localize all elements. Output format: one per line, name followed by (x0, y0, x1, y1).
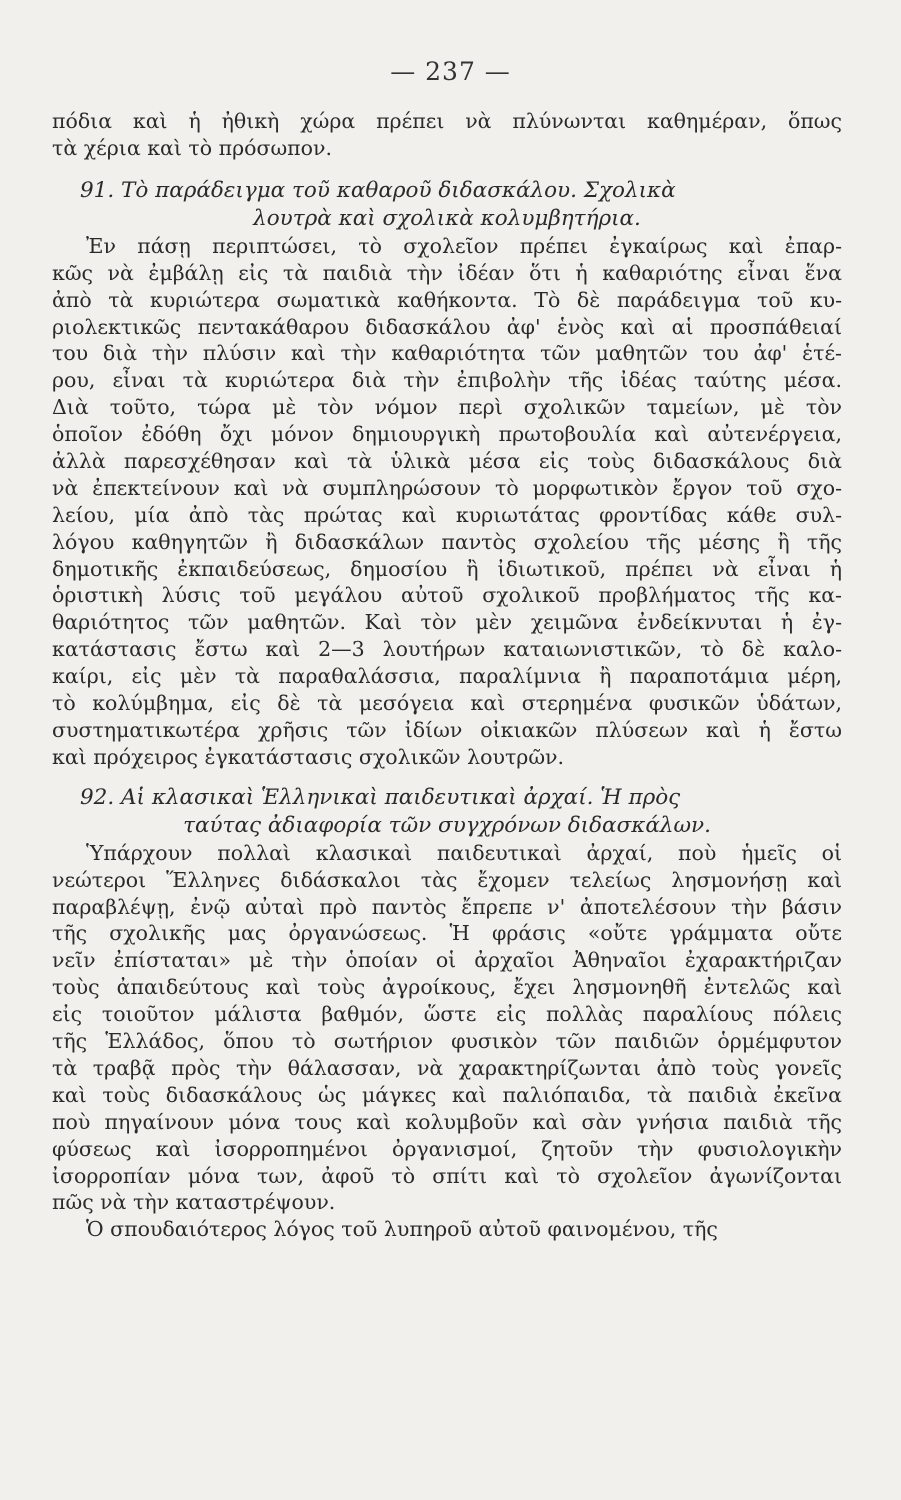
section-91-heading-line-1: 91. Τὸ παράδειγμα τοῦ καθαροῦ διδασκάλου. Σχολικὰ (80, 177, 676, 203)
page-body (52, 110, 842, 1245)
text-line: κατάστασις ἔστω καὶ 2—3 λουτήρων καταιωνιστικῶν, τὸ δὲ καλο- (52, 637, 842, 662)
page-number: — 237 — (390, 57, 511, 86)
text-line: κῶς νὰ ἐμβάλῃ εἰς τὰ παιδιὰ τὴν ἰδέαν ὅτι ἡ καθαριότης εἶναι ἕνα (52, 260, 842, 285)
text-line: καὶ πρόχειρος ἐγκατάστασις σχολικῶν λουτρῶν. (52, 744, 565, 769)
text-line: πῶς νὰ τὴν καταστρέψουν. (52, 1190, 336, 1215)
text-line: νεώτεροι Ἕλληνες διδάσκαλοι τὰς ἔχομεν τελείως λησμονήσῃ καὶ (52, 867, 842, 892)
text-line: τῆς Ἑλλάδος, ὅπου τὸ σωτήριον φυσικὸν τῶν παιδιῶν ὁρμέμφυτον (52, 1029, 842, 1054)
text-line: του διὰ τὴν πλύσιν καὶ τὴν καθαριότητα τῶν μαθητῶν του ἀφ' ἑτέ- (52, 341, 842, 366)
text-line: τὸ κολύμβημα, εἰς δὲ τὰ μεσόγεια καὶ στερημένα φυσικῶν ὑδάτων, (52, 691, 842, 716)
text-line: ποὺ πηγαίνουν μόνα τους καὶ κολυμβοῦν καὶ σὰν γνήσια παιδιὰ τῆς (52, 1109, 842, 1134)
section-92-body (52, 842, 842, 1240)
text-line: πόδια καὶ ἡ ἠθικὴ χώρα πρέπει νὰ πλύνωνται καθημέραν, ὅπως (52, 109, 842, 133)
text-line: ὁποῖον ἐδόθη ὄχι μόνον δημιουργικὴ πρωτοβουλία καὶ αὐτενέργεια, (52, 422, 842, 447)
text-line: νεῖν ἐπίσταται» μὲ τὴν ὁποίαν οἱ ἀρχαῖοι Ἀθηναῖοι ἐχαρακτήριζαν (52, 948, 842, 973)
text-line: καὶ τοὺς διδασκάλους ὡς μάγκες καὶ παλιόπαιδα, τὰ παιδιὰ ἐκεῖνα (52, 1082, 842, 1107)
text-line: ριολεκτικῶς πεντακάθαρου διδασκάλου ἀφ' ἑνὸς καὶ αἱ προσπάθειαί (52, 314, 842, 339)
text-line: νὰ ἐπεκτείνουν καὶ νὰ συμπληρώσουν τὸ μορφωτικὸν ἔργον τοῦ σχο- (52, 475, 842, 500)
text-line: θαριότητος τῶν μαθητῶν. Καὶ τὸν μὲν χειμῶνα ἐνδείκνυται ἡ ἐγ- (52, 610, 842, 635)
text-line: τῆς σχολικῆς μας ὀργανώσεως. Ἡ φράσις «οὔτε γράμματα οὔτε (52, 921, 842, 946)
section-91-heading-line-2: λουτρὰ καὶ σχολικὰ κολυμβητήρια. (253, 205, 641, 231)
section-92-heading-line-1: 92. Αἱ κλασικαὶ Ἑλληνικαὶ παιδευτικαὶ ἀρχαί. Ἡ πρὸς (80, 784, 681, 810)
text-line: παραβλέψῃ, ἐνῷ αὐταὶ πρὸ παντὸς ἔπρεπε ν' ἀποτελέσουν τὴν βάσιν (52, 894, 842, 919)
text-line: συστηματικωτέρα χρῆσις τῶν ἰδίων οἰκιακῶν πλύσεων καὶ ἡ ἔστω (52, 717, 842, 742)
text-line: Ἐν πάσῃ περιπτώσει, τὸ σχολεῖον πρέπει ἐγκαίρως καὶ ἐπαρ- (86, 233, 842, 258)
text-line: τοὺς ἀπαιδεύτους καὶ τοὺς ἀγροίκους, ἔχει λησμονηθῆ ἐντελῶς καὶ (52, 975, 842, 1000)
text-line: Ὁ σπουδαιότερος λόγος τοῦ λυπηροῦ αὐτοῦ φαινομένου, τῆς (86, 1217, 718, 1242)
text-line: Διὰ τοῦτο, τώρα μὲ τὸν νόμον περὶ σχολικῶν ταμείων, μὲ τὸν (52, 395, 842, 420)
text-line: ὁριστικὴ λύσις τοῦ μεγάλου αὐτοῦ σχολικοῦ προβλήματος τῆς κα- (52, 583, 842, 608)
text-line: λείου, μία ἀπὸ τὰς πρώτας καὶ κυριωτάτας φροντίδας κάθε συλ- (52, 502, 842, 527)
text-line: ἀπὸ τὰ κυριώτερα σωματικὰ καθήκοντα. Τὸ δὲ παράδειγμα τοῦ κυ- (52, 287, 842, 312)
text-line: τὰ χέρια καὶ τὸ πρόσωπον. (52, 135, 332, 160)
text-line: τὰ τραβᾷ πρὸς τὴν θάλασσαν, νὰ χαρακτηρίζωνται ἀπὸ τοὺς γονεῖς (52, 1055, 842, 1080)
section-91-body (52, 235, 842, 768)
text-line: ἰσορροπίαν μόνα των, ἀφοῦ τὸ σπίτι καὶ τὸ σχολεῖον ἀγωνίζονται (52, 1163, 842, 1188)
text-line: ἀλλὰ παρεσχέθησαν καὶ τὰ ὑλικὰ μέσα εἰς τοὺς διδασκάλους διὰ (52, 449, 842, 474)
text-line: λόγου καθηγητῶν ἢ διδασκάλων παντὸς σχολείου τῆς μέσης ἢ τῆς (52, 529, 842, 554)
section-92-heading-line-2: ταύτας ἀδιαφορία τῶν συγχρόνων διδασκάλων. (183, 812, 711, 838)
text-line: Ὑπάρχουν πολλαὶ κλασικαὶ παιδευτικαὶ ἀρχαί, ποὺ ἡμεῖς οἱ (86, 840, 842, 865)
text-line: δημοτικῆς ἐκπαιδεύσεως, δημοσίου ἢ ἰδιωτικοῦ, πρέπει νὰ εἶναι ἡ (52, 556, 842, 581)
text-line: ρου, εἶναι τὰ κυριώτερα διὰ τὴν ἐπιβολὴν τῆς ἰδέας ταύτης μέσα. (52, 368, 842, 393)
text-line: φύσεως καὶ ἰσορροπημένοι ὀργανισμοί, ζητοῦν τὴν φυσιολογικὴν (52, 1136, 842, 1161)
text-line: εἰς τοιοῦτον μάλιστα βαθμόν, ὥστε εἰς πολλὰς παραλίους πόλεις (52, 1002, 842, 1027)
text-line: καίρι, εἰς μὲν τὰ παραθαλάσσια, παραλίμνια ἢ παραποτάμια μέρη, (52, 664, 842, 689)
